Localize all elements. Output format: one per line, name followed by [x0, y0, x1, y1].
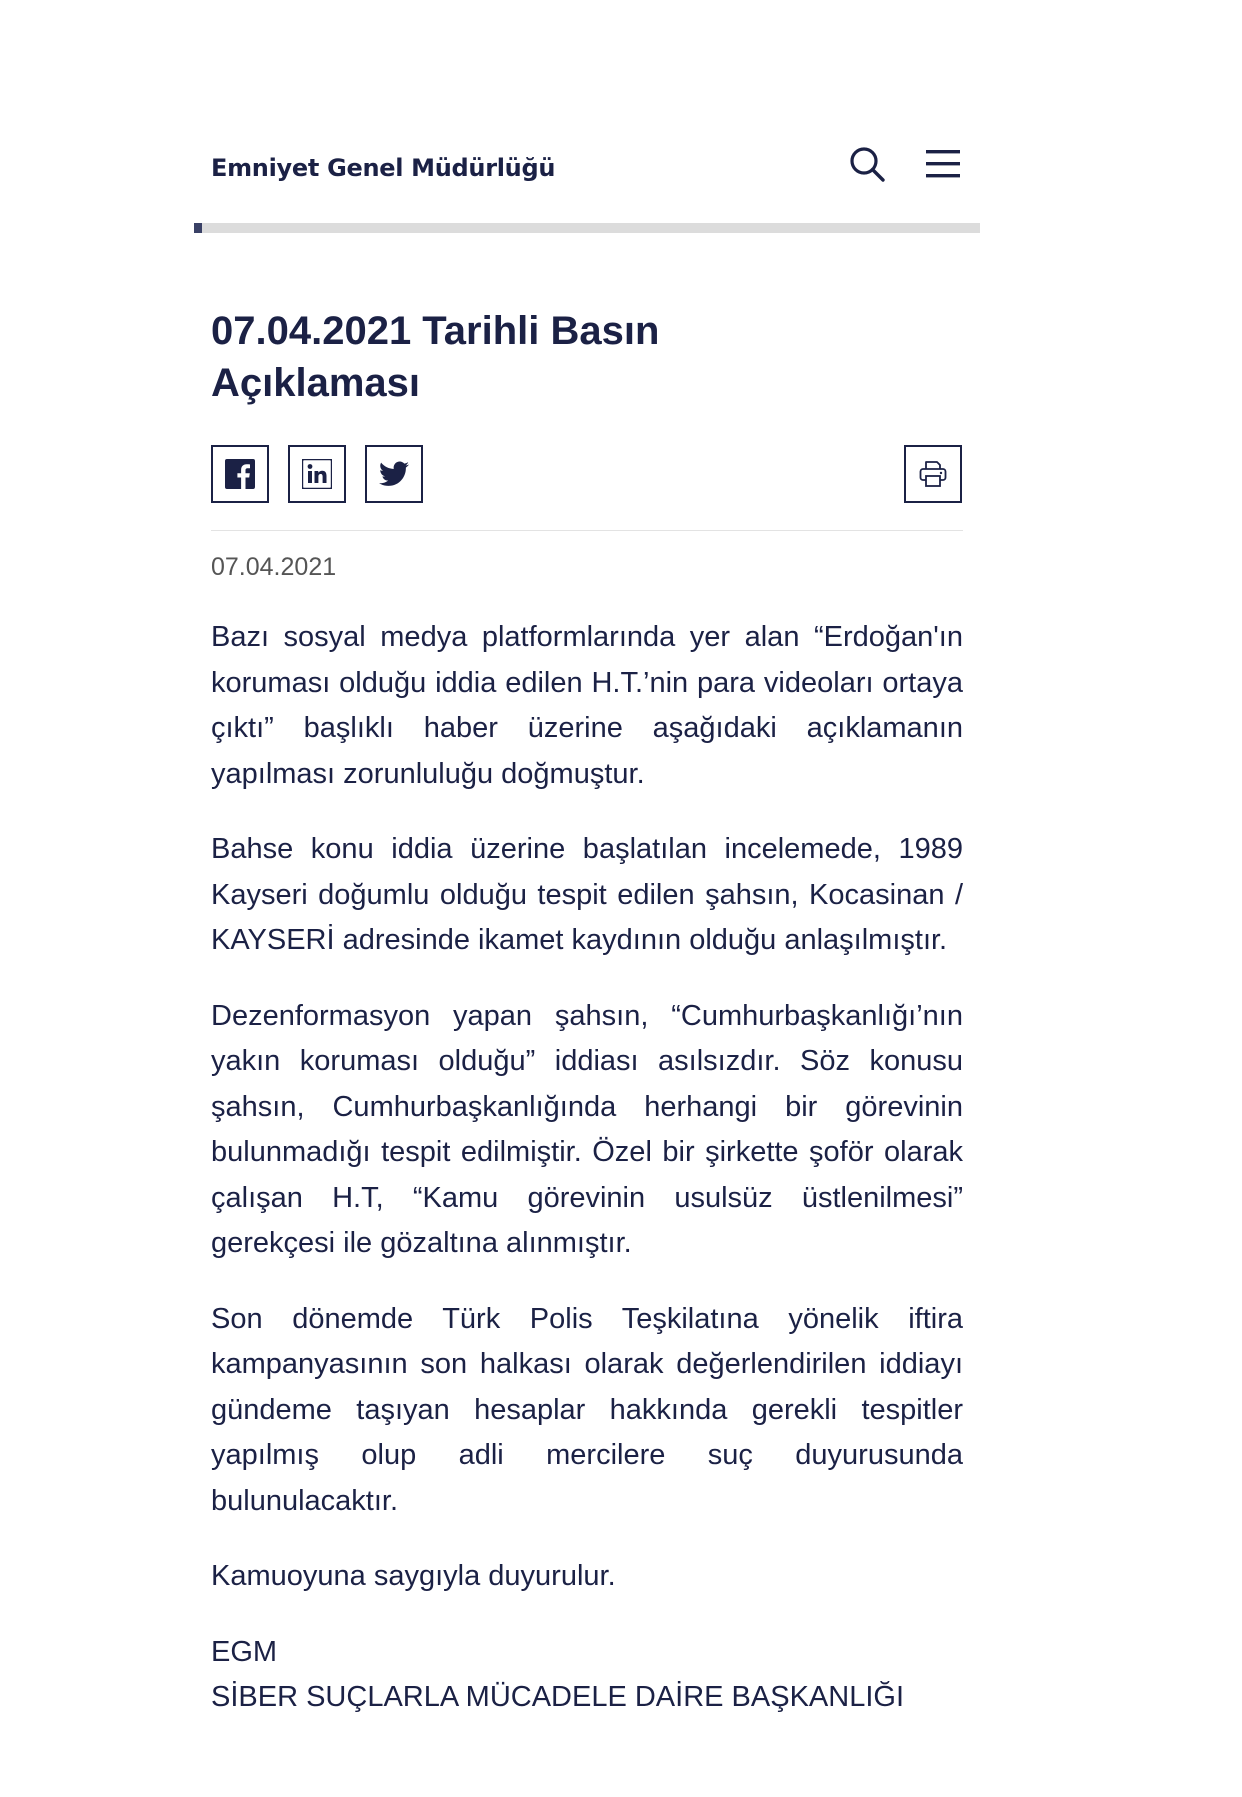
- twitter-icon: [379, 461, 409, 487]
- print-button[interactable]: [904, 445, 962, 503]
- article-paragraph: Dezenformasyon yapan şahsın, “Cumhurbaşkanlığı’nın yakın koruması olduğu” iddiası asılsızdır. Söz konusu şahsın, Cumhurbaşkanlığında herhangi bir görevinin bulunmadığı tespit edilmiştir. Özel bir şirkette şoför olarak çalışan H.T, “Kamu görevinin usulsüz üstlenilmesi” gerekçesi ile gözaltına alınmıştır.: [211, 999, 963, 1259]
- article-paragraph: Kamuoyuna saygıyla duyurulur.: [211, 1560, 616, 1592]
- article-paragraph: Bazı sosyal medya platformlarında yer alan “Erdoğan'ın koruması olduğu iddia edilen H.T.’nin para videoları ortaya çıktı” başlıklı haber üzerine aşağıdaki açıklamanın yapılması zorunluluğu doğmuştur.: [211, 621, 963, 790]
- article-paragraph: Bahse konu iddia üzerine başlatılan incelemede, 1989 Kayseri doğumlu olduğu tespit edilen şahsın, Kocasinan / KAYSERİ adresinde ikamet kaydının olduğu anlaşılmıştır.: [211, 833, 963, 956]
- article-divider: [211, 530, 963, 531]
- reading-progress-fill: [194, 223, 202, 233]
- menu-icon[interactable]: [923, 144, 963, 184]
- linkedin-icon: [302, 459, 332, 489]
- signature-org: EGM: [211, 1635, 278, 1668]
- search-icon[interactable]: [847, 144, 887, 184]
- share-buttons: [211, 445, 423, 503]
- printer-icon: [917, 458, 949, 490]
- signature-department: SİBER SUÇLARLA MÜCADELE DAİRE BAŞKANLIĞI: [211, 1681, 904, 1713]
- article-title: 07.04.2021 Tarihli Basın Açıklaması: [211, 309, 660, 405]
- article-date: 07.04.2021: [211, 553, 337, 581]
- header-actions: [847, 144, 963, 184]
- article-paragraph: Son dönemde Türk Polis Teşkilatına yönelik iftira kampanyasının son halkası olarak değerlendirilen iddiayı gündeme taşıyan hesaplar hakkında gerekli tespitler yapılmış olup adli mercilere suç duyurusunda bulunulacaktır.: [211, 1302, 963, 1517]
- reading-progress-bar: [194, 223, 980, 233]
- site-header: [211, 120, 963, 190]
- facebook-icon: [225, 459, 255, 489]
- share-twitter-button[interactable]: [365, 445, 423, 503]
- share-facebook-button[interactable]: [211, 445, 269, 503]
- site-brand[interactable]: Emniyet Genel Müdürlüğü: [211, 154, 556, 182]
- share-linkedin-button[interactable]: [288, 445, 346, 503]
- article-body: [211, 615, 963, 1721]
